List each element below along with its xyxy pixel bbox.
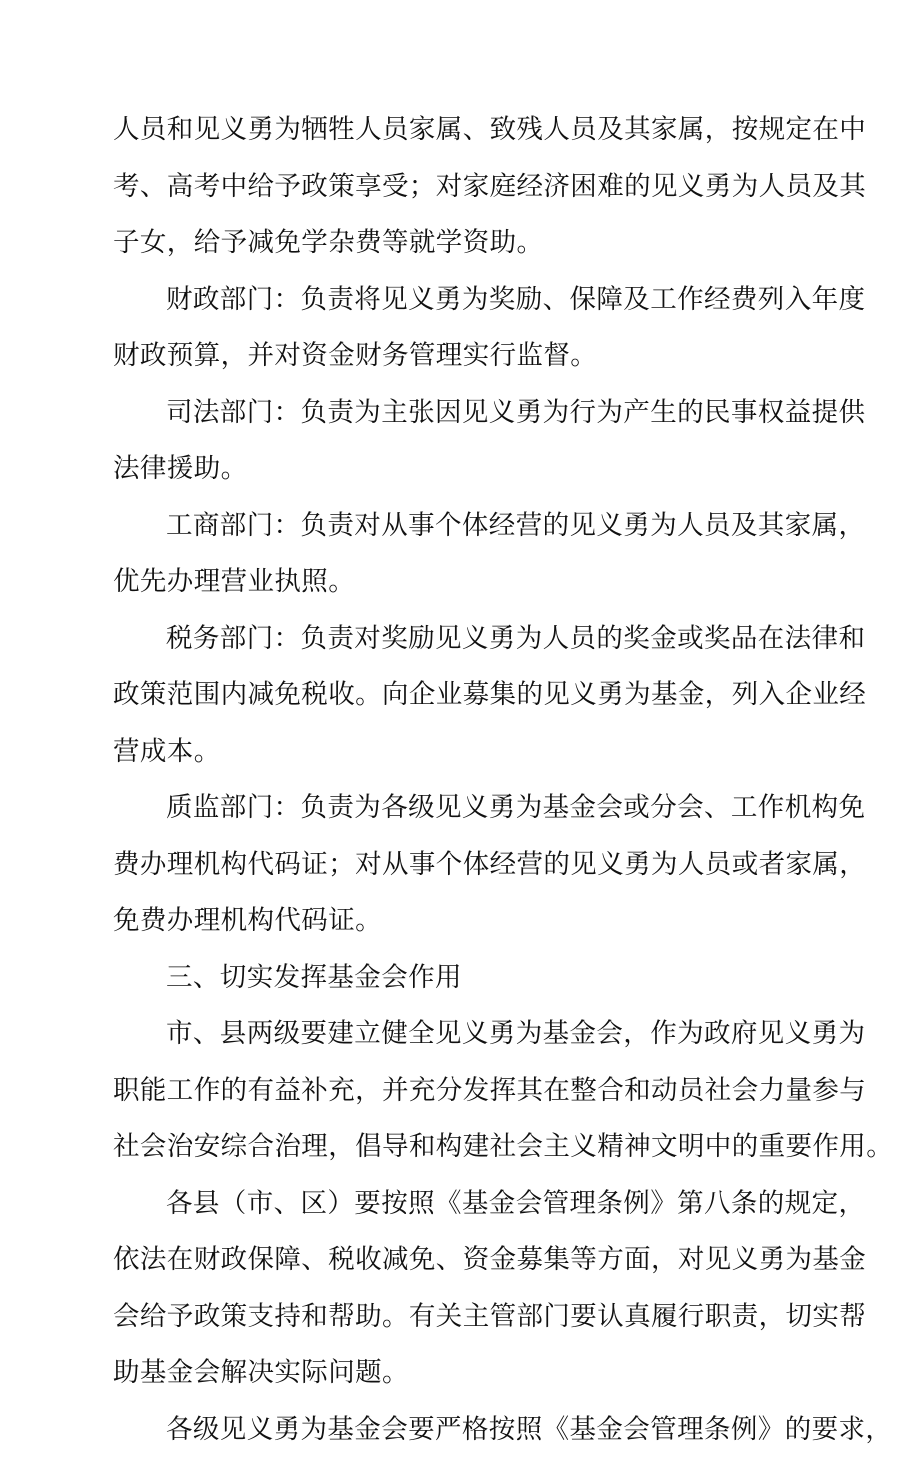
text-line: 质监部门：负责为各级见义勇为基金会或分会、工作机构免 (113, 780, 813, 837)
text-line: 三、切实发挥基金会作用 (113, 950, 813, 1007)
text-line: 司法部门：负责为主张因见义勇为行为产生的民事权益提供 (113, 385, 813, 442)
text-line: 费办理机构代码证；对从事个体经营的见义勇为人员或者家属， (113, 837, 813, 894)
text-line: 财政预算，并对资金财务管理实行监督。 (113, 328, 813, 385)
text-line: 各级见义勇为基金会要严格按照《基金会管理条例》的要求， (113, 1402, 813, 1458)
text-line: 社会治安综合治理，倡导和构建社会主义精神文明中的重要作用。 (113, 1119, 813, 1176)
text-line: 人员和见义勇为牺牲人员家属、致残人员及其家属，按规定在中 (113, 102, 813, 159)
text-line: 市、县两级要建立健全见义勇为基金会，作为政府见义勇为 (113, 1006, 813, 1063)
text-line: 职能工作的有益补充，并充分发挥其在整合和动员社会力量参与 (113, 1063, 813, 1120)
text-line: 子女，给予减免学杂费等就学资助。 (113, 215, 813, 272)
text-line: 优先办理营业执照。 (113, 554, 813, 611)
text-line: 工商部门：负责对从事个体经营的见义勇为人员及其家属， (113, 498, 813, 555)
text-line: 助基金会解决实际问题。 (113, 1345, 813, 1402)
text-line: 财政部门：负责将见义勇为奖励、保障及工作经费列入年度 (113, 272, 813, 329)
text-line: 考、高考中给予政策享受；对家庭经济困难的见义勇为人员及其 (113, 159, 813, 216)
text-line: 政策范围内减免税收。向企业募集的见义勇为基金，列入企业经 (113, 667, 813, 724)
text-line: 会给予政策支持和帮助。有关主管部门要认真履行职责，切实帮 (113, 1289, 813, 1346)
text-line: 依法在财政保障、税收减免、资金募集等方面，对见义勇为基金 (113, 1232, 813, 1289)
text-line: 营成本。 (113, 724, 813, 781)
text-line: 法律援助。 (113, 441, 813, 498)
text-line: 各县（市、区）要按照《基金会管理条例》第八条的规定， (113, 1176, 813, 1233)
text-line: 免费办理机构代码证。 (113, 893, 813, 950)
text-line: 税务部门：负责对奖励见义勇为人员的奖金或奖品在法律和 (113, 611, 813, 668)
document-body (113, 102, 813, 1458)
